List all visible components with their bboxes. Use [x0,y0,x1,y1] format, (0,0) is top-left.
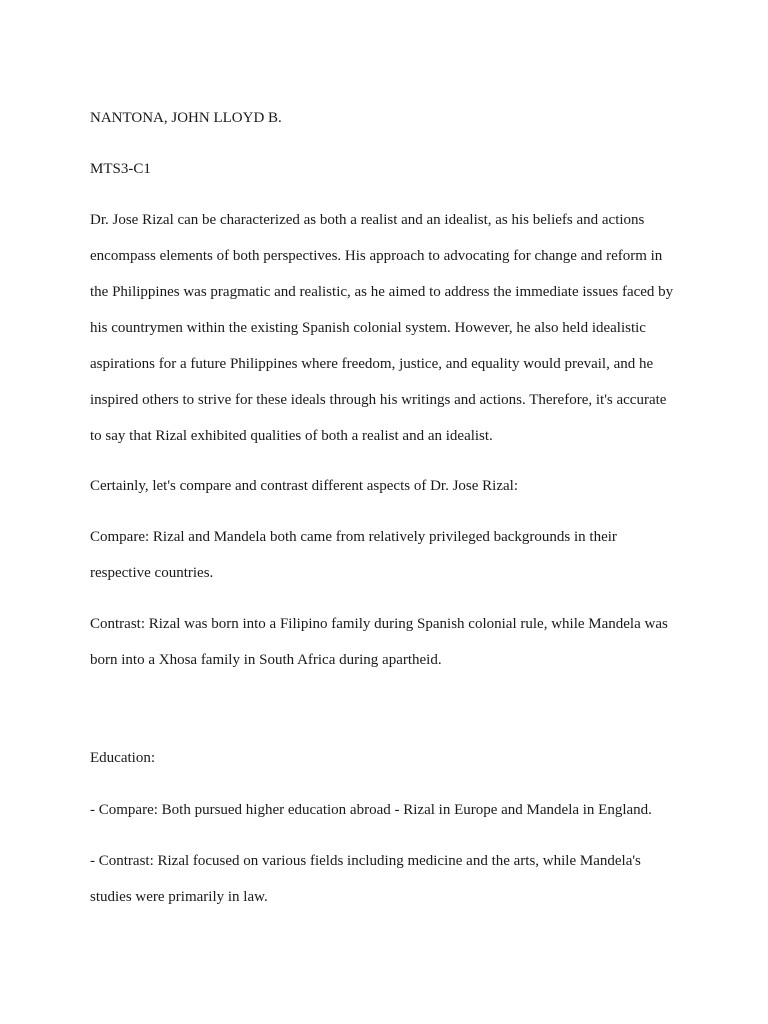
intro-line: inspired others to strive for these ideals through his writings and actions. Therefore, it's accurate [90,392,667,408]
background-contrast-line: Contrast: Rizal was born into a Filipino family during Spanish colonial rule, while Mandela was [90,616,668,632]
intro-line: to say that Rizal exhibited qualities of both a realist and an idealist. [90,428,493,444]
compare-intro: Certainly, let's compare and contrast different aspects of Dr. Jose Rizal: [90,478,518,494]
education-contrast-paragraph [90,843,690,915]
education-compare: - Compare: Both pursued higher education abroad - Rizal in Europe and Mandela in England. [90,802,652,818]
intro-line: his countrymen within the existing Spanish colonial system. However, he also held idealistic [90,320,646,336]
intro-line: Dr. Jose Rizal can be characterized as both a realist and an idealist, as his beliefs and actions [90,212,645,228]
education-contrast-line: studies were primarily in law. [90,889,268,905]
intro-line: encompass elements of both perspectives. His approach to advocating for change and reform in [90,248,663,264]
background-contrast-paragraph [90,606,690,678]
background-compare-paragraph [90,519,690,591]
education-contrast-line: - Contrast: Rizal focused on various fields including medicine and the arts, while Mandela's [90,853,641,869]
intro-line: aspirations for a future Philippines where freedom, justice, and equality would prevail, and he [90,356,654,372]
background-contrast-line: born into a Xhosa family in South Africa during apartheid. [90,652,442,668]
education-heading: Education: [90,750,155,766]
section-code: MTS3-C1 [90,161,151,177]
intro-line: the Philippines was pragmatic and realistic, as he aimed to address the immediate issues faced by [90,284,674,300]
background-compare-line: Compare: Rizal and Mandela both came from relatively privileged backgrounds in their [90,529,617,545]
author-name: NANTONA, JOHN LLOYD B. [90,110,282,126]
background-compare-line: respective countries. [90,565,214,581]
intro-paragraph [90,202,690,454]
